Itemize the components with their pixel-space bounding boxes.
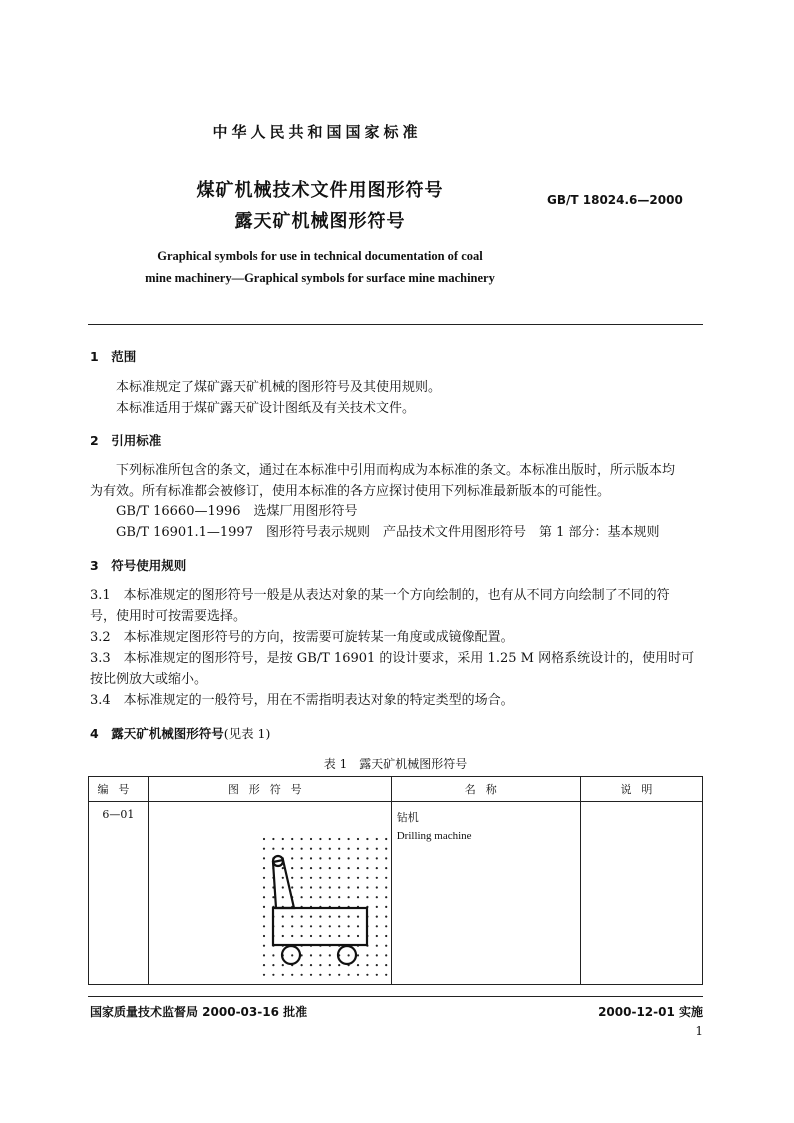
grid-dot	[310, 867, 312, 869]
grid-dot	[310, 886, 312, 888]
grid-dot	[281, 916, 283, 918]
grid-dot	[263, 848, 265, 850]
right-wheel	[338, 946, 356, 964]
grid-dot	[385, 838, 387, 840]
grid-dot	[338, 925, 340, 927]
grid-dot	[310, 925, 312, 927]
grid-dot	[338, 964, 340, 966]
grid-dot	[319, 974, 321, 976]
grid-dot	[375, 925, 377, 927]
grid-dot	[310, 964, 312, 966]
grid-dot	[263, 935, 265, 937]
grid-dot	[328, 877, 330, 879]
grid-dot	[319, 867, 321, 869]
grid-dot	[328, 886, 330, 888]
grid-dot	[328, 964, 330, 966]
grid-dot	[385, 974, 387, 976]
grid-dot	[338, 886, 340, 888]
grid-dot	[263, 945, 265, 947]
column-header-note: 说明	[580, 777, 702, 802]
grid-dot	[385, 916, 387, 918]
grid-dot	[385, 945, 387, 947]
grid-dot	[375, 896, 377, 898]
grid-dot	[291, 886, 293, 888]
footer-divider	[88, 996, 703, 997]
grid-dot	[385, 857, 387, 859]
implementation-date: 2000-12-01 实施	[598, 1005, 703, 1019]
grid-dot	[366, 877, 368, 879]
grid-dot	[272, 848, 274, 850]
grid-dot	[263, 916, 265, 918]
section-3-heading: 3 符号使用规则	[90, 558, 187, 573]
row-name-en: Drilling machine	[396, 830, 472, 842]
grid-dot	[338, 935, 340, 937]
grid-dot	[328, 954, 330, 956]
grid-dot	[310, 848, 312, 850]
grid-dot	[328, 838, 330, 840]
grid-dot	[263, 886, 265, 888]
title-cn-line1: 煤矿机械技术文件用图形符号	[196, 180, 444, 201]
grid-dot	[291, 925, 293, 927]
section-1-heading: 1 范围	[90, 349, 137, 364]
header-divider	[88, 324, 703, 325]
grid-dot	[338, 916, 340, 918]
grid-dot	[366, 954, 368, 956]
grid-dot	[347, 848, 349, 850]
grid-dot	[300, 925, 302, 927]
grid-dot	[281, 886, 283, 888]
grid-dot	[366, 848, 368, 850]
grid-dot	[347, 974, 349, 976]
grid-dot	[338, 896, 340, 898]
row-name-cn: 钻机	[396, 811, 419, 824]
grid-dot	[375, 906, 377, 908]
grid-dot	[328, 974, 330, 976]
grid-dot	[319, 877, 321, 879]
grid-dot	[310, 916, 312, 918]
grid-dot	[300, 974, 302, 976]
grid-dot	[366, 867, 368, 869]
grid-dot	[291, 954, 293, 956]
page-number: 1	[695, 1024, 703, 1038]
grid-dot	[263, 974, 265, 976]
grid-dot	[300, 886, 302, 888]
section-4-heading-text: 4 露天矿机械图形符号	[90, 726, 224, 741]
grid-dot	[263, 857, 265, 859]
clause-3-2: 3.2 本标准规定图形符号的方向，按需要可旋转某一角度或成镜像配置。	[90, 630, 514, 645]
grid-dot	[357, 974, 359, 976]
grid-dot	[291, 935, 293, 937]
table-header-row	[89, 777, 703, 802]
grid-dot	[291, 838, 293, 840]
grid-dot	[272, 954, 274, 956]
grid-dot	[281, 974, 283, 976]
grid-dot	[357, 886, 359, 888]
grid-dot	[366, 896, 368, 898]
section-2-heading: 2 引用标准	[90, 433, 162, 448]
grid-dot	[338, 974, 340, 976]
clause-3-1-line-2: 号，使用时可按需要选择。	[90, 609, 247, 624]
grid-dot	[272, 964, 274, 966]
grid-dot	[263, 867, 265, 869]
grid-dot	[385, 906, 387, 908]
row-number: 6—01	[102, 808, 135, 821]
grid-dot	[347, 838, 349, 840]
grid-dot	[319, 896, 321, 898]
grid-dot	[300, 857, 302, 859]
grid-dot	[347, 896, 349, 898]
grid-dot	[319, 935, 321, 937]
grid-dot	[328, 857, 330, 859]
grid-dot	[385, 867, 387, 869]
grid-dot	[281, 848, 283, 850]
grid-dot	[328, 935, 330, 937]
grid-dot	[375, 935, 377, 937]
grid-dot	[281, 838, 283, 840]
section-4-heading-suffix: (见表 1)	[223, 726, 271, 741]
grid-dot	[272, 974, 274, 976]
grid-dot	[347, 877, 349, 879]
grid-dot	[300, 935, 302, 937]
grid-dot	[385, 848, 387, 850]
grid-dot	[328, 848, 330, 850]
grid-dot	[281, 877, 283, 879]
grid-dot	[291, 877, 293, 879]
title-en-line1: Graphical symbols for use in technical documentation of coal	[157, 249, 483, 263]
clause-3-1-line-1: 3.1 本标准规定的图形符号一般是从表达对象的某一个方向绘制的，也有从不同方向绘制了不同的符	[90, 588, 670, 603]
standard-number: GB/T 18024.6—2000	[547, 193, 683, 207]
grid-dot	[347, 867, 349, 869]
grid-dot	[281, 925, 283, 927]
grid-dot	[300, 896, 302, 898]
grid-dot	[385, 964, 387, 966]
column-header-symbol: 图形符号	[148, 777, 391, 802]
reference-gbt-16660: GB/T 16660—1996 选煤厂用图形符号	[116, 504, 358, 519]
grid-dot	[300, 877, 302, 879]
national-standard-label: 中华人民共和国国家标准	[212, 123, 422, 141]
grid-dot	[375, 916, 377, 918]
grid-dot	[310, 877, 312, 879]
grid-dot	[375, 867, 377, 869]
grid-dot	[375, 848, 377, 850]
drill-mast	[273, 860, 294, 908]
grid-dot	[300, 867, 302, 869]
grid-dot	[328, 867, 330, 869]
reference-gbt-16901-1: GB/T 16901.1—1997 图形符号表示规则 产品技术文件用图形符号 第 1 部分：基本规则	[116, 525, 660, 540]
grid-dot	[319, 964, 321, 966]
grid-dot	[319, 857, 321, 859]
grid-dot	[319, 954, 321, 956]
grid-dot	[300, 848, 302, 850]
grid-dot	[328, 896, 330, 898]
column-header-name: 名称	[391, 777, 580, 802]
grid-dot	[347, 925, 349, 927]
grid-dot	[357, 925, 359, 927]
grid-dot	[319, 848, 321, 850]
grid-dot	[263, 954, 265, 956]
clause-3-3-line-1: 3.3 本标准规定的图形符号，是按 GB/T 16901 的设计要求，采用 1.25 M 网格系统设计的，使用时可	[90, 651, 695, 666]
grid-dot	[357, 848, 359, 850]
grid-dot	[366, 964, 368, 966]
grid-dot	[385, 925, 387, 927]
grid-dot	[319, 886, 321, 888]
grid-dot	[347, 857, 349, 859]
grid-dot	[291, 974, 293, 976]
section-2-line-1: 下列标准所包含的条文，通过在本标准中引用而构成为本标准的条文。本标准出版时，所示版本均	[116, 463, 676, 478]
row-number-cell	[89, 802, 149, 985]
grid-dot	[357, 964, 359, 966]
grid-dot	[263, 838, 265, 840]
title-cn-line2: 露天矿机械图形符号	[234, 211, 406, 232]
grid-dot	[357, 877, 359, 879]
grid-dot	[291, 848, 293, 850]
section-4-heading	[90, 724, 270, 742]
table-1-caption: 表 1 露天矿机械图形符号	[323, 757, 468, 771]
grid-dot	[357, 954, 359, 956]
grid-dot	[357, 916, 359, 918]
clause-3-3-line-2: 按比例放大或缩小。	[90, 672, 208, 687]
grid-dot	[385, 896, 387, 898]
grid-dot	[357, 935, 359, 937]
section-1-line-2: 本标准适用于煤矿露天矿设计图纸及有关技术文件。	[116, 401, 416, 416]
grid-dot	[272, 838, 274, 840]
clause-3-4: 3.4 本标准规定的一般符号，用在不需指明表达对象的特定类型的场合。	[90, 693, 514, 708]
grid-dot	[375, 974, 377, 976]
grid-dot	[338, 857, 340, 859]
grid-dot	[385, 886, 387, 888]
grid-dot	[300, 916, 302, 918]
grid-dot	[310, 935, 312, 937]
grid-dot	[281, 964, 283, 966]
grid-dot	[385, 954, 387, 956]
row-name-cell	[391, 802, 580, 985]
left-wheel	[282, 946, 300, 964]
grid-dot	[291, 916, 293, 918]
grid-dot	[319, 916, 321, 918]
grid-dot	[375, 857, 377, 859]
grid-dot	[357, 896, 359, 898]
table-row	[89, 802, 703, 985]
grid-dot	[319, 838, 321, 840]
grid-dot	[375, 838, 377, 840]
drilling-machine-drawing	[273, 856, 367, 964]
grid-dot	[263, 925, 265, 927]
grid-dot	[366, 838, 368, 840]
grid-dot	[375, 877, 377, 879]
grid-dot	[338, 848, 340, 850]
grid-dot	[375, 886, 377, 888]
grid-dot	[291, 857, 293, 859]
grid-dot	[375, 945, 377, 947]
grid-dot	[310, 974, 312, 976]
grid-dot	[366, 974, 368, 976]
approval-info: 国家质量技术监督局 2000-03-16 批准	[90, 1005, 308, 1019]
section-1-line-1: 本标准规定了煤矿露天矿机械的图形符号及其使用规则。	[116, 380, 442, 395]
grid-dot	[366, 857, 368, 859]
grid-dot	[310, 896, 312, 898]
grid-dot	[263, 877, 265, 879]
grid-dot	[281, 935, 283, 937]
grid-dot	[263, 964, 265, 966]
drilling-machine-symbol	[149, 802, 391, 984]
grid-dot	[338, 838, 340, 840]
grid-dot	[385, 935, 387, 937]
grid-dot	[300, 838, 302, 840]
grid-dot	[291, 867, 293, 869]
grid-dot	[263, 906, 265, 908]
grid-dot	[310, 857, 312, 859]
title-en-line2: mine machinery—Graphical symbols for surface mine machinery	[145, 271, 495, 285]
grid-dot	[310, 838, 312, 840]
grid-dot	[347, 916, 349, 918]
table-1	[88, 776, 703, 985]
grid-dot	[338, 877, 340, 879]
grid-dot	[366, 886, 368, 888]
grid-dot	[263, 896, 265, 898]
grid-dot	[357, 838, 359, 840]
row-note-cell	[580, 802, 702, 985]
grid-dot	[347, 886, 349, 888]
grid-dot	[347, 935, 349, 937]
grid-dot	[347, 954, 349, 956]
grid-dot	[375, 964, 377, 966]
grid-dot	[357, 867, 359, 869]
grid-dot	[357, 857, 359, 859]
grid-dot	[281, 896, 283, 898]
grid-dot	[338, 867, 340, 869]
grid-dot	[310, 954, 312, 956]
grid-dot	[300, 964, 302, 966]
grid-dot	[328, 916, 330, 918]
grid-dot	[319, 925, 321, 927]
grid-dot	[385, 877, 387, 879]
row-symbol-cell	[148, 802, 391, 985]
grid-dot	[328, 925, 330, 927]
grid-dot	[375, 954, 377, 956]
column-header-number: 编号	[89, 777, 149, 802]
section-2-line-2: 为有效。所有标准都会被修订，使用本标准的各方应探讨使用下列标准最新版本的可能性。	[90, 484, 611, 499]
